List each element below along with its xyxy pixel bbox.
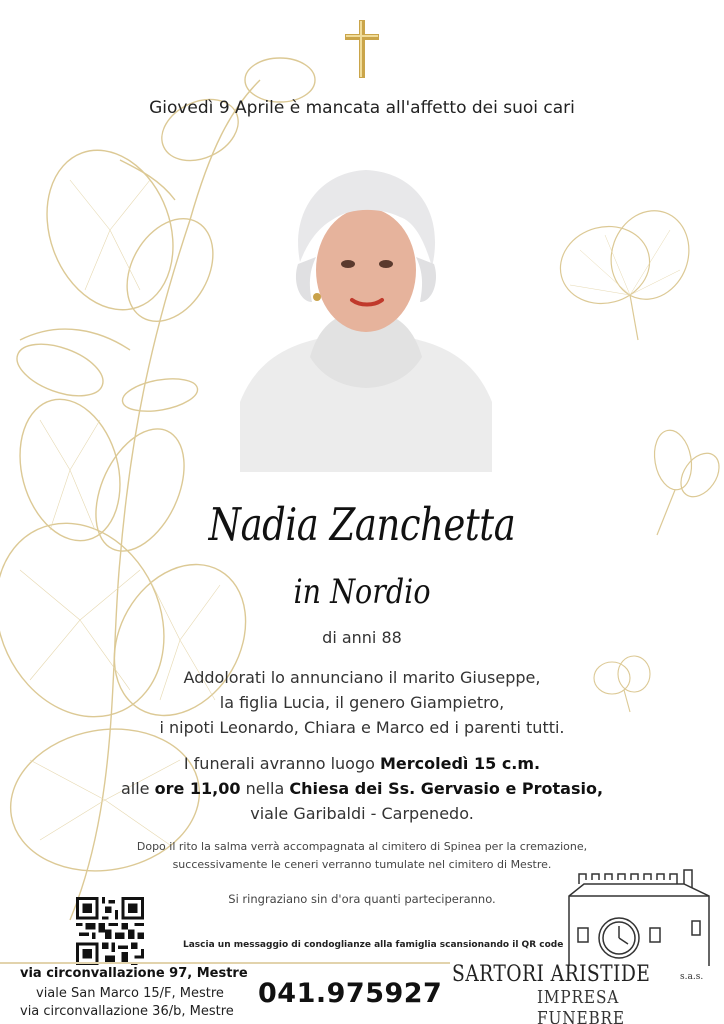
funeral-church: Chiesa dei Ss. Gervasio e Protasio, xyxy=(289,779,604,798)
qr-message: Lascia un messaggio di condoglianze alla famiglia scansionando il QR code xyxy=(183,940,564,950)
company-tagline: IMPRESA FUNEBRE xyxy=(537,987,625,1024)
announcement-line: i nipoti Leonardo, Chiara e Marco ed i parenti tutti. xyxy=(159,718,565,737)
address-line: via circonvallazione 97, Mestre xyxy=(20,966,248,981)
company-name: SARTORI ARISTIDE xyxy=(452,962,651,987)
thanks-text: Si ringraziano sin d'ora quanti parteciperanno. xyxy=(228,892,496,906)
note-line: Dopo il rito la salma verrà accompagnata al cimitero di Spinea per la cremazione, xyxy=(136,840,588,853)
company-suffix: s.a.s. xyxy=(680,972,704,982)
cross-icon xyxy=(343,18,381,80)
funeral-time: ore 11,00 xyxy=(154,779,241,798)
funeral-date: Mercoledì 15 c.m. xyxy=(380,754,541,773)
note-line: successivamente le ceneri verranno tumulate nel cimitero di Mestre. xyxy=(172,858,552,871)
tower-clock-logo xyxy=(564,866,714,966)
funeral-line-3: viale Garibaldi - Carpenedo. xyxy=(250,804,474,823)
address-line: via circonvallazione 36/b, Mestre xyxy=(20,1004,234,1019)
footer-divider xyxy=(0,962,450,964)
funeral-text: alle xyxy=(120,779,155,798)
address-line: viale San Marco 15/F, Mestre xyxy=(36,986,224,1001)
leaf-decoration-top-right xyxy=(550,200,700,350)
funeral-line-2 xyxy=(0,776,724,801)
portrait-photo xyxy=(240,152,492,472)
age-text: di anni 88 xyxy=(322,628,402,647)
funeral-text: I funerali avranno luogo xyxy=(183,754,380,773)
announcement-line: la figlia Lucia, il genero Giampietro, xyxy=(219,693,505,712)
married-name: in Nordio xyxy=(293,572,431,612)
funeral-text: nella xyxy=(240,779,290,798)
deceased-name: Nadia Zanchetta xyxy=(208,498,516,551)
funeral-line-1 xyxy=(0,751,724,776)
qr-code-icon[interactable] xyxy=(76,897,144,965)
death-announcement-headline: Giovedì 9 Aprile è mancata all'affetto dei suoi cari xyxy=(149,98,575,118)
phone-number[interactable]: 041.975927 xyxy=(258,978,443,1009)
funeral-details xyxy=(0,751,724,826)
family-announcement xyxy=(0,665,724,740)
announcement-line: Addolorati lo annunciano il marito Giuseppe, xyxy=(183,668,541,687)
